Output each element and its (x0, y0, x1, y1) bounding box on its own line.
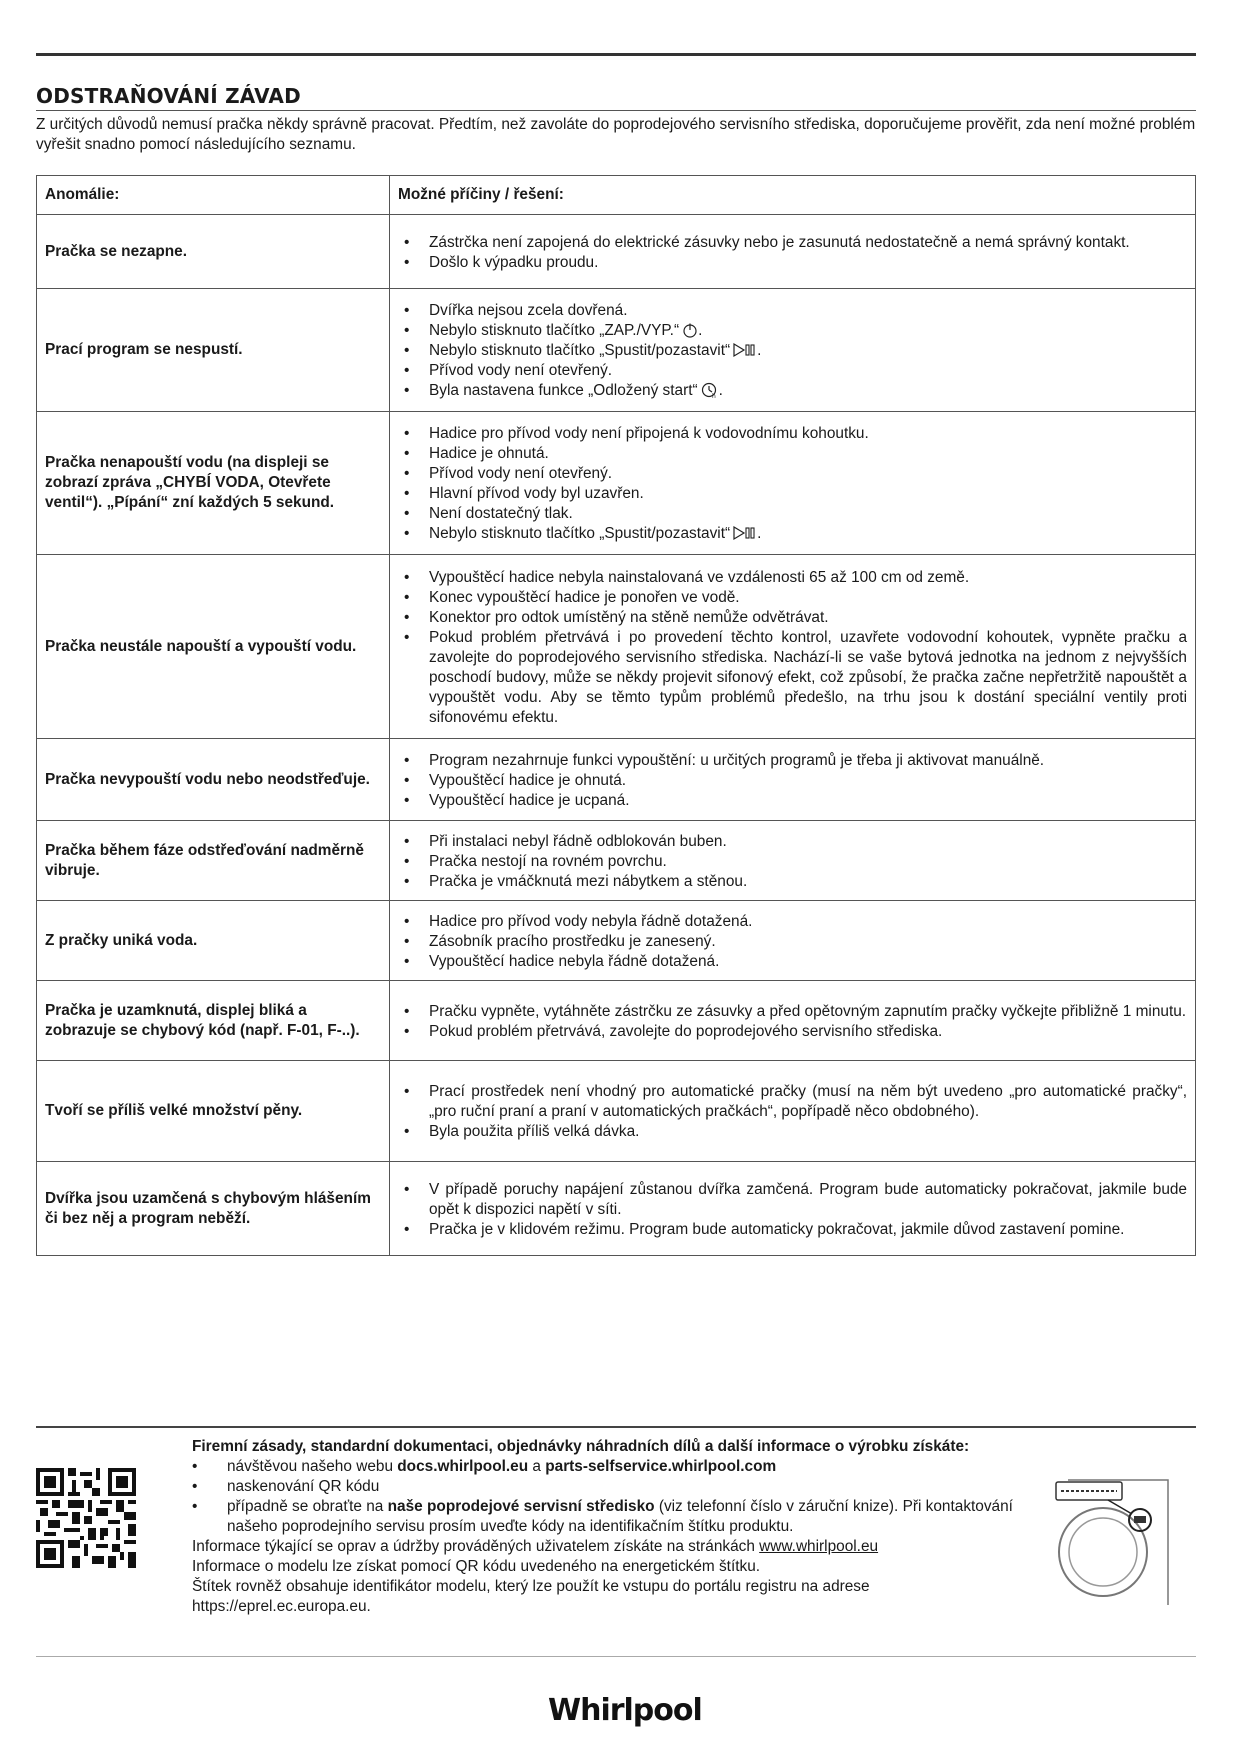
cause-item: • Při instalaci nebyl řádně odblokován buben. (398, 832, 1187, 852)
causes-cell (390, 901, 1196, 981)
svg-text:h: h (711, 393, 716, 398)
cause-item: • Pračku vypněte, vytáhněte zástrčku ze zásuvky a před opětovným zapnutím pračky vyčkejte přibližně 1 minutu. (398, 1002, 1187, 1022)
washing-machine-label-icon (1048, 1470, 1178, 1610)
footer-heading: Firemní zásady, standardní dokumentaci, objednávky náhradních dílů a další informace o výrobku získáte: (192, 1438, 970, 1455)
cause-item: • Program nezahrnuje funkci vypouštění: u určitých programů je třeba ji aktivovat manuálně. (398, 751, 1187, 771)
intro-text: Z určitých důvodů nemusí pračka někdy správně pracovat. Předtím, než zavoláte do poprodejového servisního střediska, doporučujeme prověřit, zda není možné problém vyřešit snadno pomocí následujícího seznamu. (36, 116, 1196, 153)
anomaly-cell: Prací program se nespustí. (37, 289, 390, 412)
table-row (37, 555, 1196, 739)
table-row (37, 412, 1196, 555)
cause-item: • Hadice pro přívod vody není připojená k vodovodnímu kohoutku. (398, 424, 1187, 444)
anomaly-cell: Pračka během fáze odstřeďování nadměrně vibruje. (37, 821, 390, 901)
cause-item: • Není dostatečný tlak. (398, 504, 1187, 524)
cause-item: • Hlavní přívod vody byl uzavřen. (398, 484, 1187, 504)
whirlpool-link[interactable]: www.whirlpool.eu (759, 1538, 879, 1555)
cause-item: • Došlo k výpadku proudu. (398, 253, 1187, 273)
cause-item: • Pračka je vmáčknutá mezi nábytkem a stěnou. (398, 872, 1187, 892)
cause-item: • Dvířka nejsou zcela dovřená. (398, 301, 1187, 321)
cause-item: • Hadice pro přívod vody nebyla řádně dotažená. (398, 912, 1187, 932)
cause-item: • Pračka je v klidovém režimu. Program bude automaticky pokračovat, jakmile důvod zastavení pomine. (398, 1220, 1187, 1240)
parts-link[interactable]: parts-selfservice.whirlpool.com (545, 1458, 777, 1475)
cause-item: • Pokud problém přetrvává, zavolejte do poprodejového servisního střediska. (398, 1022, 1187, 1042)
start-pause-icon (733, 342, 757, 358)
cause-item: • Nebylo stisknuto tlačítko „ZAP./VYP.“ . (398, 321, 1187, 341)
label-info: Štítek rovněž obsahuje identifikátor modelu, který lze použít ke vstupu do portálu registru na adrese https://eprel.ec.europa.eu. (192, 1578, 870, 1615)
anomaly-cell: Pračka je uzamknutá, displej bliká a zobrazuje se chybový kód (např. F-01, F-..). (37, 981, 390, 1061)
cause-item: • Nebylo stisknuto tlačítko „Spustit/pozastavit“ . (398, 524, 1187, 544)
cause-item: • Hadice je ohnutá. (398, 444, 1187, 464)
table-row (37, 1162, 1196, 1256)
anomaly-cell: Tvoří se příliš velké množství pěny. (37, 1061, 390, 1162)
causes-cell (390, 215, 1196, 289)
causes-cell (390, 739, 1196, 821)
anomaly-cell: Pračka nenapouští vodu (na displeji se zobrazí zpráva „CHYBÍ VODA, Otevřete ventil“). „Pípání“ zní každých 5 sekund. (37, 412, 390, 555)
causes-cell (390, 1162, 1196, 1256)
whirlpool-logo: Whirlpool (548, 1693, 702, 1728)
table-header-row (37, 176, 1196, 215)
causes-cell (390, 981, 1196, 1061)
table-row (37, 1061, 1196, 1162)
causes-cell (390, 289, 1196, 412)
anomaly-cell: Pračka se nezapne. (37, 215, 390, 289)
causes-cell (390, 555, 1196, 739)
cause-item: • Pračka nestojí na rovném povrchu. (398, 852, 1187, 872)
delay-start-icon (701, 382, 719, 398)
cause-item: • Nebylo stisknuto tlačítko „Spustit/pozastavit“ . (398, 341, 1187, 361)
cause-item: • Konec vypouštěcí hadice je ponořen ve vodě. (398, 588, 1187, 608)
cause-item: • Přívod vody není otevřený. (398, 361, 1187, 381)
power-icon (682, 322, 698, 338)
causes-cell (390, 1061, 1196, 1162)
cause-item: • Byla použita příliš velká dávka. (398, 1122, 1187, 1142)
header-causes: Možné příčiny / řešení: (390, 176, 1196, 215)
footer-rule (36, 1426, 1196, 1428)
footer-item-qr: • naskenování QR kódu (192, 1477, 1022, 1497)
anomaly-cell: Pračka nevypouští vodu nebo neodstřeďuje. (37, 739, 390, 821)
cause-item: • Pokud problém přetrvává i po provedení těchto kontrol, uzavřete vodovodní kohoutek, vypněte pračku a zavolejte do poprodejového servisního střediska. Nachází-li se vaše bytová jednotka na jednom z nejvyšších poschodí budovy, může se někdy projevit sifonový efekt, což způsobí, že pračka začne nepřetržitě napouštět a vypouštět vodu. Aby se těmto typům problémů předešlo, na trhu jsou k dostání speciální ventily proti sifonovému efektu. (398, 628, 1187, 728)
repair-info: Informace týkající se oprav a údržby prováděných uživatelem získáte na stránkách www.whirlpool.eu (192, 1538, 879, 1555)
table-row (37, 901, 1196, 981)
model-info: Informace o modelu lze získat pomocí QR kódu uvedeného na energetickém štítku. (192, 1558, 761, 1575)
bottom-rule (36, 1656, 1196, 1657)
cause-item: • Zástrčka není zapojená do elektrické zásuvky nebo je zasunutá nedostatečně a nemá správný kontakt. (398, 233, 1187, 253)
causes-cell (390, 821, 1196, 901)
troubleshooting-table (36, 175, 1196, 1256)
footer-info (192, 1437, 1022, 1617)
anomaly-cell: Dvířka jsou uzamčená s chybovým hlášením či bez něj a program neběží. (37, 1162, 390, 1256)
cause-item: • Vypouštěcí hadice je ucpaná. (398, 791, 1187, 811)
cause-item: • Prací prostředek není vhodný pro automatické pračky (musí na něm být uvedeno „pro automatické pračky“, „pro ruční praní a praní v automatických pračkách“, popřípadě něco obdobného). (398, 1082, 1187, 1122)
footer-item-contact: • případně se obraťte na naše poprodejové servisní středisko (viz telefonní číslo v záruční knize). Při kontaktování našeho poprodejního servisu prosím uveďte kódy na identifikačním štítku produktu. (192, 1497, 1022, 1537)
table-row (37, 981, 1196, 1061)
page-title: ODSTRAŇOVÁNÍ ZÁVAD (36, 84, 1196, 111)
table-row (37, 215, 1196, 289)
table-row (37, 821, 1196, 901)
start-pause-icon (733, 525, 757, 541)
cause-item: • Vypouštěcí hadice nebyla řádně dotažená. (398, 952, 1187, 972)
top-rule (36, 53, 1196, 56)
cause-item: • Konektor pro odtok umístěný na stěně nemůže odvětrávat. (398, 608, 1187, 628)
cause-item: • Vypouštěcí hadice nebyla nainstalovaná ve vzdálenosti 65 až 100 cm od země. (398, 568, 1187, 588)
causes-cell (390, 412, 1196, 555)
table-row (37, 289, 1196, 412)
cause-item: • Zásobník pracího prostředku je zanesený. (398, 932, 1187, 952)
anomaly-cell: Z pračky uniká voda. (37, 901, 390, 981)
qr-code-icon (36, 1468, 136, 1568)
header-anomaly: Anomálie: (37, 176, 390, 215)
footer-item-visit: • návštěvou našeho webu docs.whirlpool.eu a parts-selfservice.whirlpool.com (192, 1457, 1022, 1477)
anomaly-cell: Pračka neustále napouští a vypouští vodu. (37, 555, 390, 739)
cause-item: • Přívod vody není otevřený. (398, 464, 1187, 484)
cause-item: • V případě poruchy napájení zůstanou dvířka zamčená. Program bude automaticky pokračovat, jakmile bude opět k dispozici napětí v síti. (398, 1180, 1187, 1220)
cause-item: • Byla nastavena funkce „Odložený start“ h . (398, 381, 1187, 401)
docs-link[interactable]: docs.whirlpool.eu (397, 1458, 529, 1475)
table-row (37, 739, 1196, 821)
cause-item: • Vypouštěcí hadice je ohnutá. (398, 771, 1187, 791)
